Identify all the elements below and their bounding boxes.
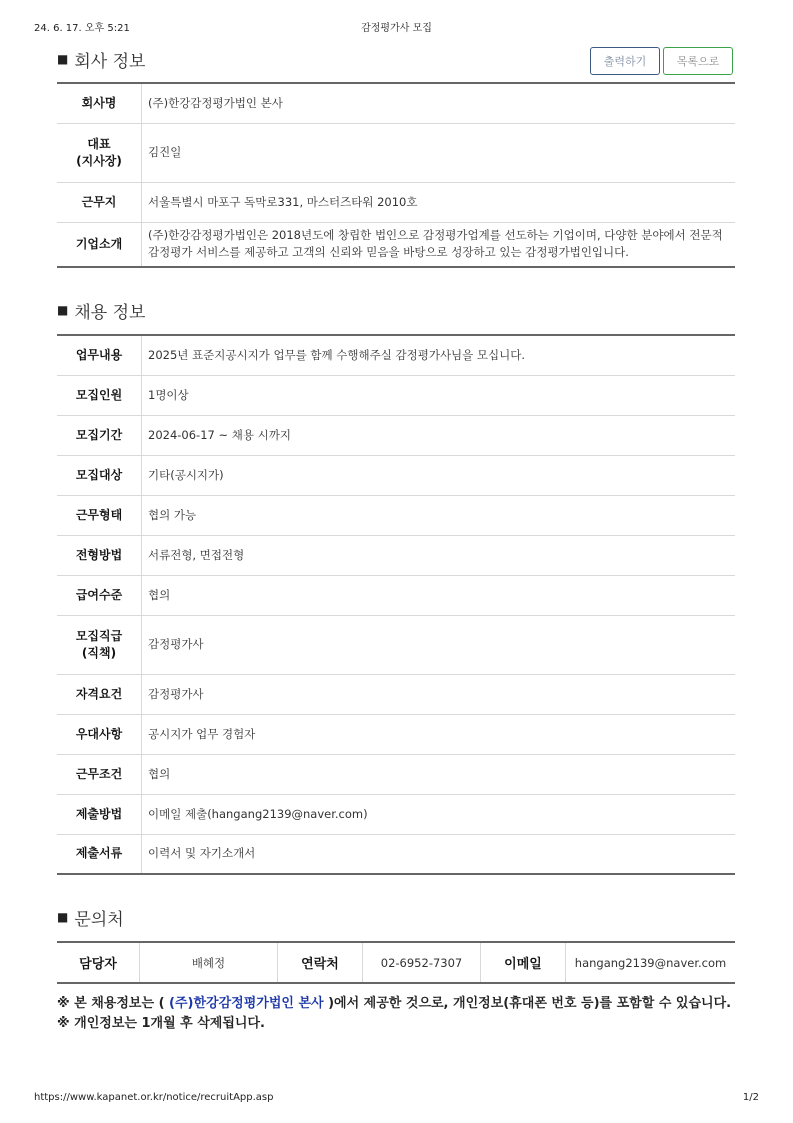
- square-bullet-icon: ■: [57, 910, 69, 924]
- row-value: 이력서 및 자기소개서: [148, 846, 256, 861]
- table-row: [57, 123, 735, 182]
- row-value: 2025년 표준지공시지가 업무를 함께 수행해주실 감정평가사님을 모십니다.: [142, 335, 736, 375]
- table-row: [57, 415, 735, 455]
- contact-table: [57, 941, 735, 984]
- email-value: hangang2139@naver.com: [574, 955, 727, 970]
- company-info-table: [57, 82, 735, 268]
- print-url: https://www.kapanet.or.kr/notice/recruitApp.asp: [34, 1092, 274, 1103]
- manager-value: 배혜정: [140, 942, 278, 983]
- print-doc-title: 감정평가사 모집: [361, 23, 432, 34]
- row-label: 근무형태: [57, 495, 142, 535]
- table-row: [57, 83, 735, 123]
- email-label: 이메일: [481, 942, 566, 983]
- row-value: 감정평가사: [142, 615, 736, 674]
- row-label: [57, 123, 142, 182]
- row-value: 협의: [142, 575, 736, 615]
- print-header: [34, 19, 759, 35]
- row-label: 우대사항: [57, 714, 142, 754]
- table-row: [57, 615, 735, 674]
- row-label-line: 대표: [87, 136, 111, 151]
- row-value: 2024-06-17 ~ 채용 시까지: [142, 415, 736, 455]
- row-value: 서류전형, 면접전형: [142, 535, 736, 575]
- recruit-section-title: [57, 298, 145, 322]
- phone-value: 02-6952-7307: [363, 942, 481, 983]
- notice-prefix: ※ 본 채용정보는 (: [57, 996, 170, 1011]
- row-value: 서울특별시 마포구 독막로331, 마스터즈타워 2010호: [142, 182, 736, 222]
- row-label-line: (직책): [81, 645, 117, 660]
- row-value: 1명이상: [142, 375, 736, 415]
- row-label: 모집대상: [57, 455, 142, 495]
- row-label: 전형방법: [57, 535, 142, 575]
- table-row: [57, 942, 735, 983]
- print-footer: [34, 1092, 759, 1106]
- table-row: [57, 375, 735, 415]
- row-value: 공시지가 업무 경험자: [142, 714, 736, 754]
- print-datetime: 24. 6. 17. 오후 5:21: [34, 23, 130, 34]
- row-value: 이메일 제출(hangang2139@naver.com): [142, 794, 736, 834]
- notice-suffix: )에서 제공한 것으로, 개인정보(휴대폰 번호 등)를 포함할 수 있습니다.: [323, 996, 732, 1011]
- notice-line-1: [57, 994, 735, 1014]
- table-row: [57, 794, 735, 834]
- square-bullet-icon: ■: [57, 52, 69, 66]
- row-label: 업무내용: [57, 335, 142, 375]
- table-row: [57, 335, 735, 375]
- print-button[interactable]: 출력하기: [590, 47, 660, 75]
- row-value: 협의: [142, 754, 736, 794]
- company-section-title-text: 회사 정보: [74, 51, 146, 72]
- table-row: [57, 714, 735, 754]
- manager-label: 담당자: [57, 942, 140, 983]
- contact-section-title: [57, 905, 124, 929]
- table-row: [57, 222, 735, 267]
- company-section-title: [57, 47, 145, 71]
- back-to-list-button[interactable]: 목록으로: [663, 47, 733, 75]
- row-label: 제출방법: [57, 794, 142, 834]
- row-label: 근무지: [57, 182, 142, 222]
- row-label: 제출서류: [57, 834, 142, 874]
- privacy-notice: [57, 994, 735, 1034]
- table-row: [57, 674, 735, 714]
- contact-section-title-text: 문의처: [74, 909, 124, 930]
- table-row: [57, 535, 735, 575]
- row-value: (주)한강감정평가법인은 2018년도에 창립한 법인으로 감정평가업계를 선도하는 기업이며, 다양한 분야에서 전문적 감정평가 서비스를 제공하고 고객의 신뢰와 믿음을 바탕으로 성장하고 있는 감정평가법인입니다.: [148, 228, 723, 260]
- square-bullet-icon: ■: [57, 303, 69, 317]
- recruit-section-title-text: 채용 정보: [74, 302, 146, 323]
- row-value: (주)한강감정평가법인 본사: [142, 83, 736, 123]
- row-value: 기타(공시지가): [142, 455, 736, 495]
- table-row: [57, 182, 735, 222]
- row-label: 모집인원: [57, 375, 142, 415]
- row-label: 회사명: [57, 83, 142, 123]
- notice-company-link[interactable]: (주)한강감정평가법인 본사: [169, 996, 324, 1011]
- row-label: 모집기간: [57, 415, 142, 455]
- row-value: 협의 가능: [142, 495, 736, 535]
- row-label: 기업소개: [57, 222, 142, 267]
- row-label: 급여수준: [57, 575, 142, 615]
- table-row: [57, 834, 735, 874]
- row-label-line: 모집직급: [75, 628, 123, 643]
- table-row: [57, 455, 735, 495]
- page-number: 1/2: [742, 1092, 759, 1103]
- row-value: 김진일: [142, 123, 736, 182]
- table-row: [57, 754, 735, 794]
- notice-line-2: ※ 개인정보는 1개월 후 삭제됩니다.: [57, 1016, 265, 1031]
- table-row: [57, 575, 735, 615]
- phone-label: 연락처: [278, 942, 363, 983]
- recruit-info-table: [57, 334, 735, 875]
- row-label-line: (지사장): [76, 153, 122, 168]
- row-label: 자격요건: [57, 674, 142, 714]
- row-label: [57, 615, 142, 674]
- table-row: [57, 495, 735, 535]
- row-value: 감정평가사: [142, 674, 736, 714]
- row-label: 근무조건: [57, 754, 142, 794]
